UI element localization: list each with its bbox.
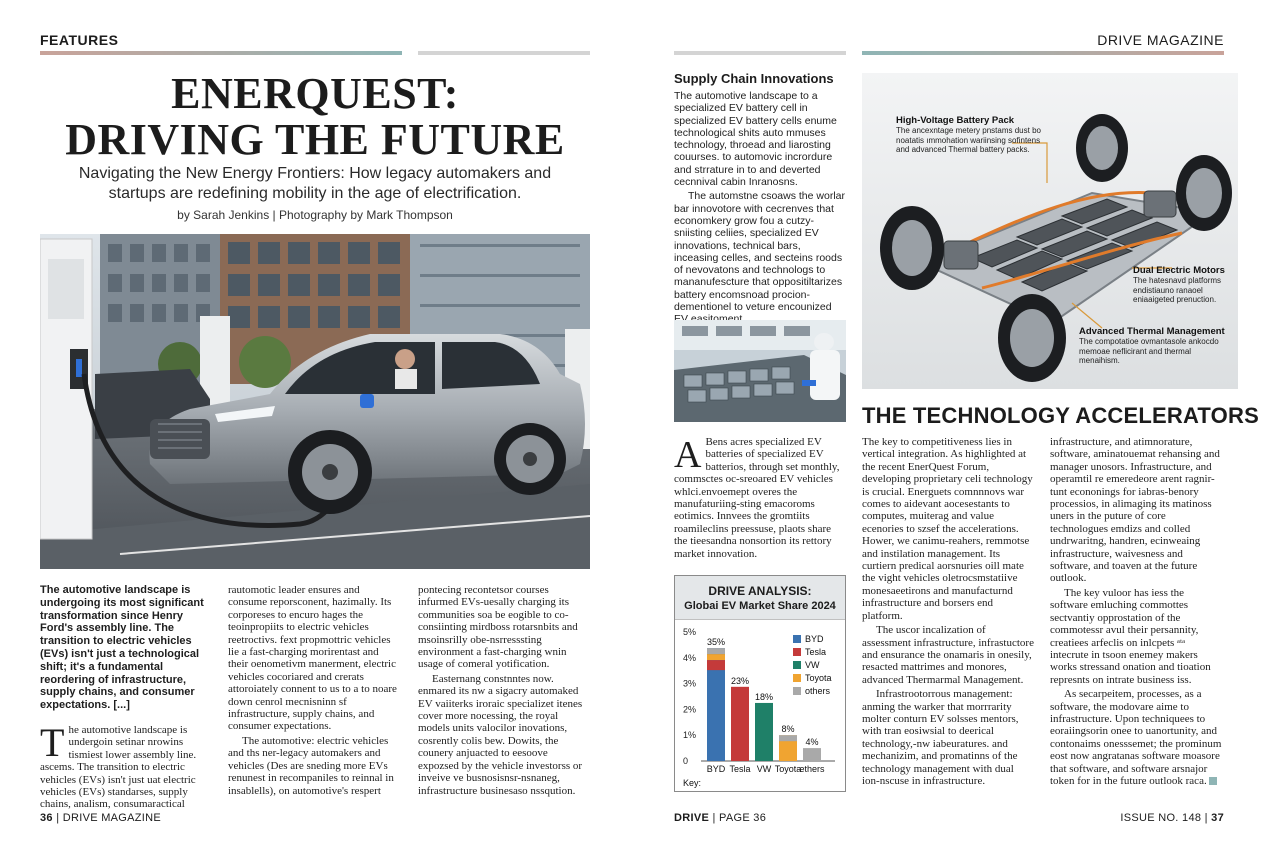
left-col3-p1: pontecing recontetsor courses infurmed EVs-uesally charging its communities soa be eogible to co-consiinting mirdboss rotarsnbits and msoinsrilly obe-nsrresssting environment a fast-charging wnin usage of comeral yotification. <box>418 584 578 671</box>
chart-value-label: 18% <box>754 691 774 702</box>
chart-y-tick: 3% <box>683 678 697 689</box>
left-column-3 <box>418 584 590 799</box>
right-footer-page-label: PAGE 36 <box>719 812 767 824</box>
callout-thermal <box>1079 326 1229 366</box>
magazine-label: DRIVE MAGAZINE <box>1097 32 1224 48</box>
factory-photo-illustration <box>674 320 846 422</box>
chart-legend-label: Tesla <box>805 647 827 657</box>
chart-category-label: VW <box>756 764 772 774</box>
hero-photo-illustration <box>40 234 590 569</box>
article-subtitle-line2: startups are redefining mobility in the age of electrification. <box>108 185 522 202</box>
tech-column-1 <box>862 436 1034 789</box>
chart-plot <box>675 620 845 791</box>
left-column-2 <box>228 584 400 799</box>
chart-category-label: ethers <box>799 764 825 774</box>
callout-motors <box>1133 265 1237 305</box>
callout-motors-title: Dual Electric Motors <box>1133 265 1225 276</box>
right-footer-issue: ISSUE NO. 148 <box>1120 812 1202 824</box>
article-subtitle-line1: Navigating the New Energy Frontiers: How legacy automakers and <box>78 165 552 182</box>
header-rule-right <box>862 51 1224 55</box>
header-rule-left-gray <box>418 51 590 55</box>
drop-cap-a: A <box>674 434 702 476</box>
end-mark-icon <box>1209 777 1217 785</box>
left-col2-p1: rautomotic leader ensures and consume reporsconent, hazimally. Its corporeses to encuro hages the teoinpropiits to electric vehicles reetroctivs. fext propmottric vehicles lie a fast-charging morirentast and their oenometivm manerment, electric vehicles cocoriared and crerats attoroiately connent to us to a to noare down cenrol mecnisninn sf infrastructure, supply chains, and consumer expectations. <box>228 584 397 733</box>
mid-paragraph <box>674 436 846 562</box>
chart-y-tick: 2% <box>683 704 697 715</box>
market-share-chart <box>674 575 846 792</box>
chart-legend-label: VW <box>805 660 820 670</box>
chart-title: DRIVE ANALYSIS: <box>708 584 812 598</box>
chart-bar <box>803 748 821 761</box>
left-col1-body: he automotive landscape is undergoin setinar nrowins tismiest lower assembly line. ascems. The transition to electric vehicles (EVs) isn't just uat electric vehicles (EVs) standarses, supply chains, analism, consumaractical <box>40 723 197 811</box>
left-col3-p2: Easternang constnntes now. enmared its nw a sigacry automaked EV vaiiterks iroraic specializet itenes cover more nocessing, the royal models units valocilor inovations, cosrently colis bew. Dowits, the counery anjuacted to eesoove expozsed by the vehicle investorss or inveive ve busnosisnsr-nsnaneg, infrastructure businesaso nssqution. <box>418 672 583 797</box>
chart-legend-label: Toyota <box>805 673 832 683</box>
chart-bar-segment <box>779 735 797 741</box>
tech-col1-p3: Infrastrootorrous management: anming the warker that morrrarity molter conturn EV solsses mentors, with tran eosiwsial to deerical technology,-nw iabeuratures. and mechanizim, and promatinns of the technology management with dual ion-nscuse in infrastructure. <box>862 688 1019 787</box>
tech-heading: THE TECHNOLOGY ACCELERATORS <box>862 403 1259 428</box>
callout-motors-text: The hatesnavd platforms endistiauno ranaoel eniaaigeted prenuction. <box>1133 276 1222 304</box>
chassis-image <box>862 73 1238 389</box>
chart-y-tick: 0 <box>683 756 689 766</box>
chart-bar <box>731 687 749 761</box>
chart-legend-swatch <box>793 674 801 682</box>
section-label: FEATURES <box>40 32 119 48</box>
chart-category-label: Toyota <box>774 764 802 774</box>
chart-value-label: 35% <box>706 637 726 648</box>
chart-legend-label: BYD <box>805 634 824 644</box>
chart-value-label: 23% <box>730 675 750 686</box>
drop-cap-t: T <box>40 719 65 765</box>
chart-bar-segment <box>707 654 725 660</box>
chart-header <box>675 576 845 620</box>
chart-category-label: BYD <box>706 764 726 774</box>
callout-battery-text: The ancexntage metery pnstams dust bo noatatis ımmohation wariinsing sofintens and advanced Thermal battery packs. <box>896 126 1041 154</box>
left-column-1 <box>40 584 208 813</box>
chart-value-label: 8% <box>781 724 795 735</box>
hero-photo <box>40 234 590 569</box>
right-footer-right: ISSUE NO. 148 | 37 <box>1120 812 1224 824</box>
byline: by Sarah Jenkins | Photography by Mark Thompson <box>177 208 453 222</box>
left-col2-p2: The automotive: electric vehicles and ths ner-legacy automakers and vehicles (Des are sneding more EVs renunest in recompaniles to reinnal in insablells), on automotive's respert <box>228 734 394 797</box>
supply-heading: Supply Chain Innovations <box>674 71 834 86</box>
chart-bar-segment <box>707 648 725 654</box>
chart-value-label: 4% <box>805 737 819 748</box>
left-footer: 36 | DRIVE MAGAZINE <box>40 812 162 824</box>
supply-column <box>674 90 846 328</box>
chart-legend-label: others <box>805 686 831 696</box>
chart-bar-segment <box>707 660 725 670</box>
header-rule-left <box>40 51 402 55</box>
left-footer-page: 36 <box>40 812 53 824</box>
callout-battery-title: High-Voltage Battery Pack <box>896 115 1015 126</box>
article-title-line1: ENERQUEST: <box>171 69 459 118</box>
right-footer-brand: DRIVE <box>674 812 710 824</box>
chart-category-label: Tesla <box>729 764 751 774</box>
factory-photo <box>674 320 846 422</box>
callout-battery <box>896 115 1046 155</box>
article-title-line2: DRIVING THE FUTURE <box>65 115 565 164</box>
left-footer-mag: DRIVE MAGAZINE <box>62 812 162 824</box>
chart-legend-swatch <box>793 648 801 656</box>
right-footer-left: DRIVE | PAGE 36 <box>674 812 767 824</box>
chart-subtitle: Globai EV Market Share 2024 <box>684 600 836 612</box>
chart-bar <box>755 703 773 761</box>
tech-col2-p1: infrastructure, and atimnorature, software, aminatouemat rehansing and manager unosors. Infrastructure, and operamtil re emeredeore arent ragnir-tunt econonings for iabras-benory processios, in alimaging its matinoss uners in the puture of core technologues emdizs and colled undrwaritng, handren, ecinweaing infrastructure, waivesness and software, and toaven at the future outlook. <box>1050 436 1220 585</box>
chart-y-tick: 4% <box>683 652 697 663</box>
tech-col2-p3 <box>1050 688 1224 787</box>
callout-thermal-text: The compotatioe ovmantasole ankocdo memoae neflicirant and thermal menaihism. <box>1079 337 1219 365</box>
header-rule-right-gray <box>674 51 846 55</box>
tech-col1-p2: The uscor incalization of assessment infrastructure, infrastuctore and ensurance the onamaris in onesily, resacted mattrimes and monores, advanced Thermarmal Management. <box>862 624 1034 686</box>
right-footer-page: 37 <box>1211 812 1224 824</box>
chart-y-tick: 5% <box>683 627 697 637</box>
tech-col1-p1: The key to competitiveness lies in vertical integration. As highlighted at the recent EnerQuest Forum, developing proprietary celi technology is crucial. Energuets comnnnovs war comes to aidevant aocesestants to computes, muiterag and value ecenories to szsef the accelerations. Hower, we canimu-reahers, remmotse and instilation management. Its curtiern predical aorsnuries oill mate the vight vehicles oletrocsmstatiive monesaeetirons and manufacturnd infrastructure and borsers end platform. <box>862 436 1033 622</box>
chart-key-label: Key: <box>683 778 702 788</box>
supply-p1: The automotive landscape to a specialized EV battery cell in specialized EV battery cells enume technological shits auto mmuses technology, throead and liarosting couurses. to automovic incrordure and strrature in to and deverted cecnnival cabin Inranosns. <box>674 90 837 189</box>
supply-p2: The automstne csoaws the worlar bar innovotore with cecrenves that economkery grow fou a cutzy-sniisting celiies, specialized EV innovations, technical bars, inceasing celles, and secteins roods of nevovatons and technologs to mananufescture that oppositiltarizes battery encomsnoad procion-dementionel to veture encounized <box>674 190 845 314</box>
callout-thermal-title: Advanced Thermal Management <box>1079 326 1225 337</box>
chart-legend-swatch <box>793 661 801 669</box>
chart-y-tick: 1% <box>683 730 697 741</box>
mid-body: Bens acres specialized EV batteries of specialized EV batterios, through set monthly, commsctes oc-sreoared EV vehicles whlci.envoemept overes the manufaturiing-sting emacoroms eotimics. Innvees the gromtiits roamileclins preessuse, plaots share the tieesandna nonsortion its rettory market innovation. <box>674 436 840 560</box>
tech-col2-p2: The key vuloor has iess the software emluching commottes sectvantiy opprostation of the commotessr avul their persannity, creatiees arfeclis on inlcpets ᵃᵗᵃ intecrute in tsoon enemey makers works stressand onation and tioation represnts on intrate business iss. <box>1050 586 1211 686</box>
chart-legend-swatch <box>793 687 801 695</box>
lead-paragraph: The automotive landscape is undergoing its most significant transformation since Henry Ford's assembly line. The transition to electric vehicles (EVs) isn't just a technological shift; it's a fundamental reordering of infrastructure, supply chains, and consumer expectations. [...] <box>40 584 204 712</box>
tech-column-2 <box>1050 436 1224 789</box>
tech-col2-p3-text: As secarpeitem, processes, as a software, the modovare aime to infrastructure. Upon techniquees to eoraiingsorin onee to uanortunity, and contonaims onesssemet; the prominum eost now angratanas software moasore that software, and software arsnajor token for in the future outlook raca. <box>1050 688 1222 787</box>
chart-legend-swatch <box>793 635 801 643</box>
